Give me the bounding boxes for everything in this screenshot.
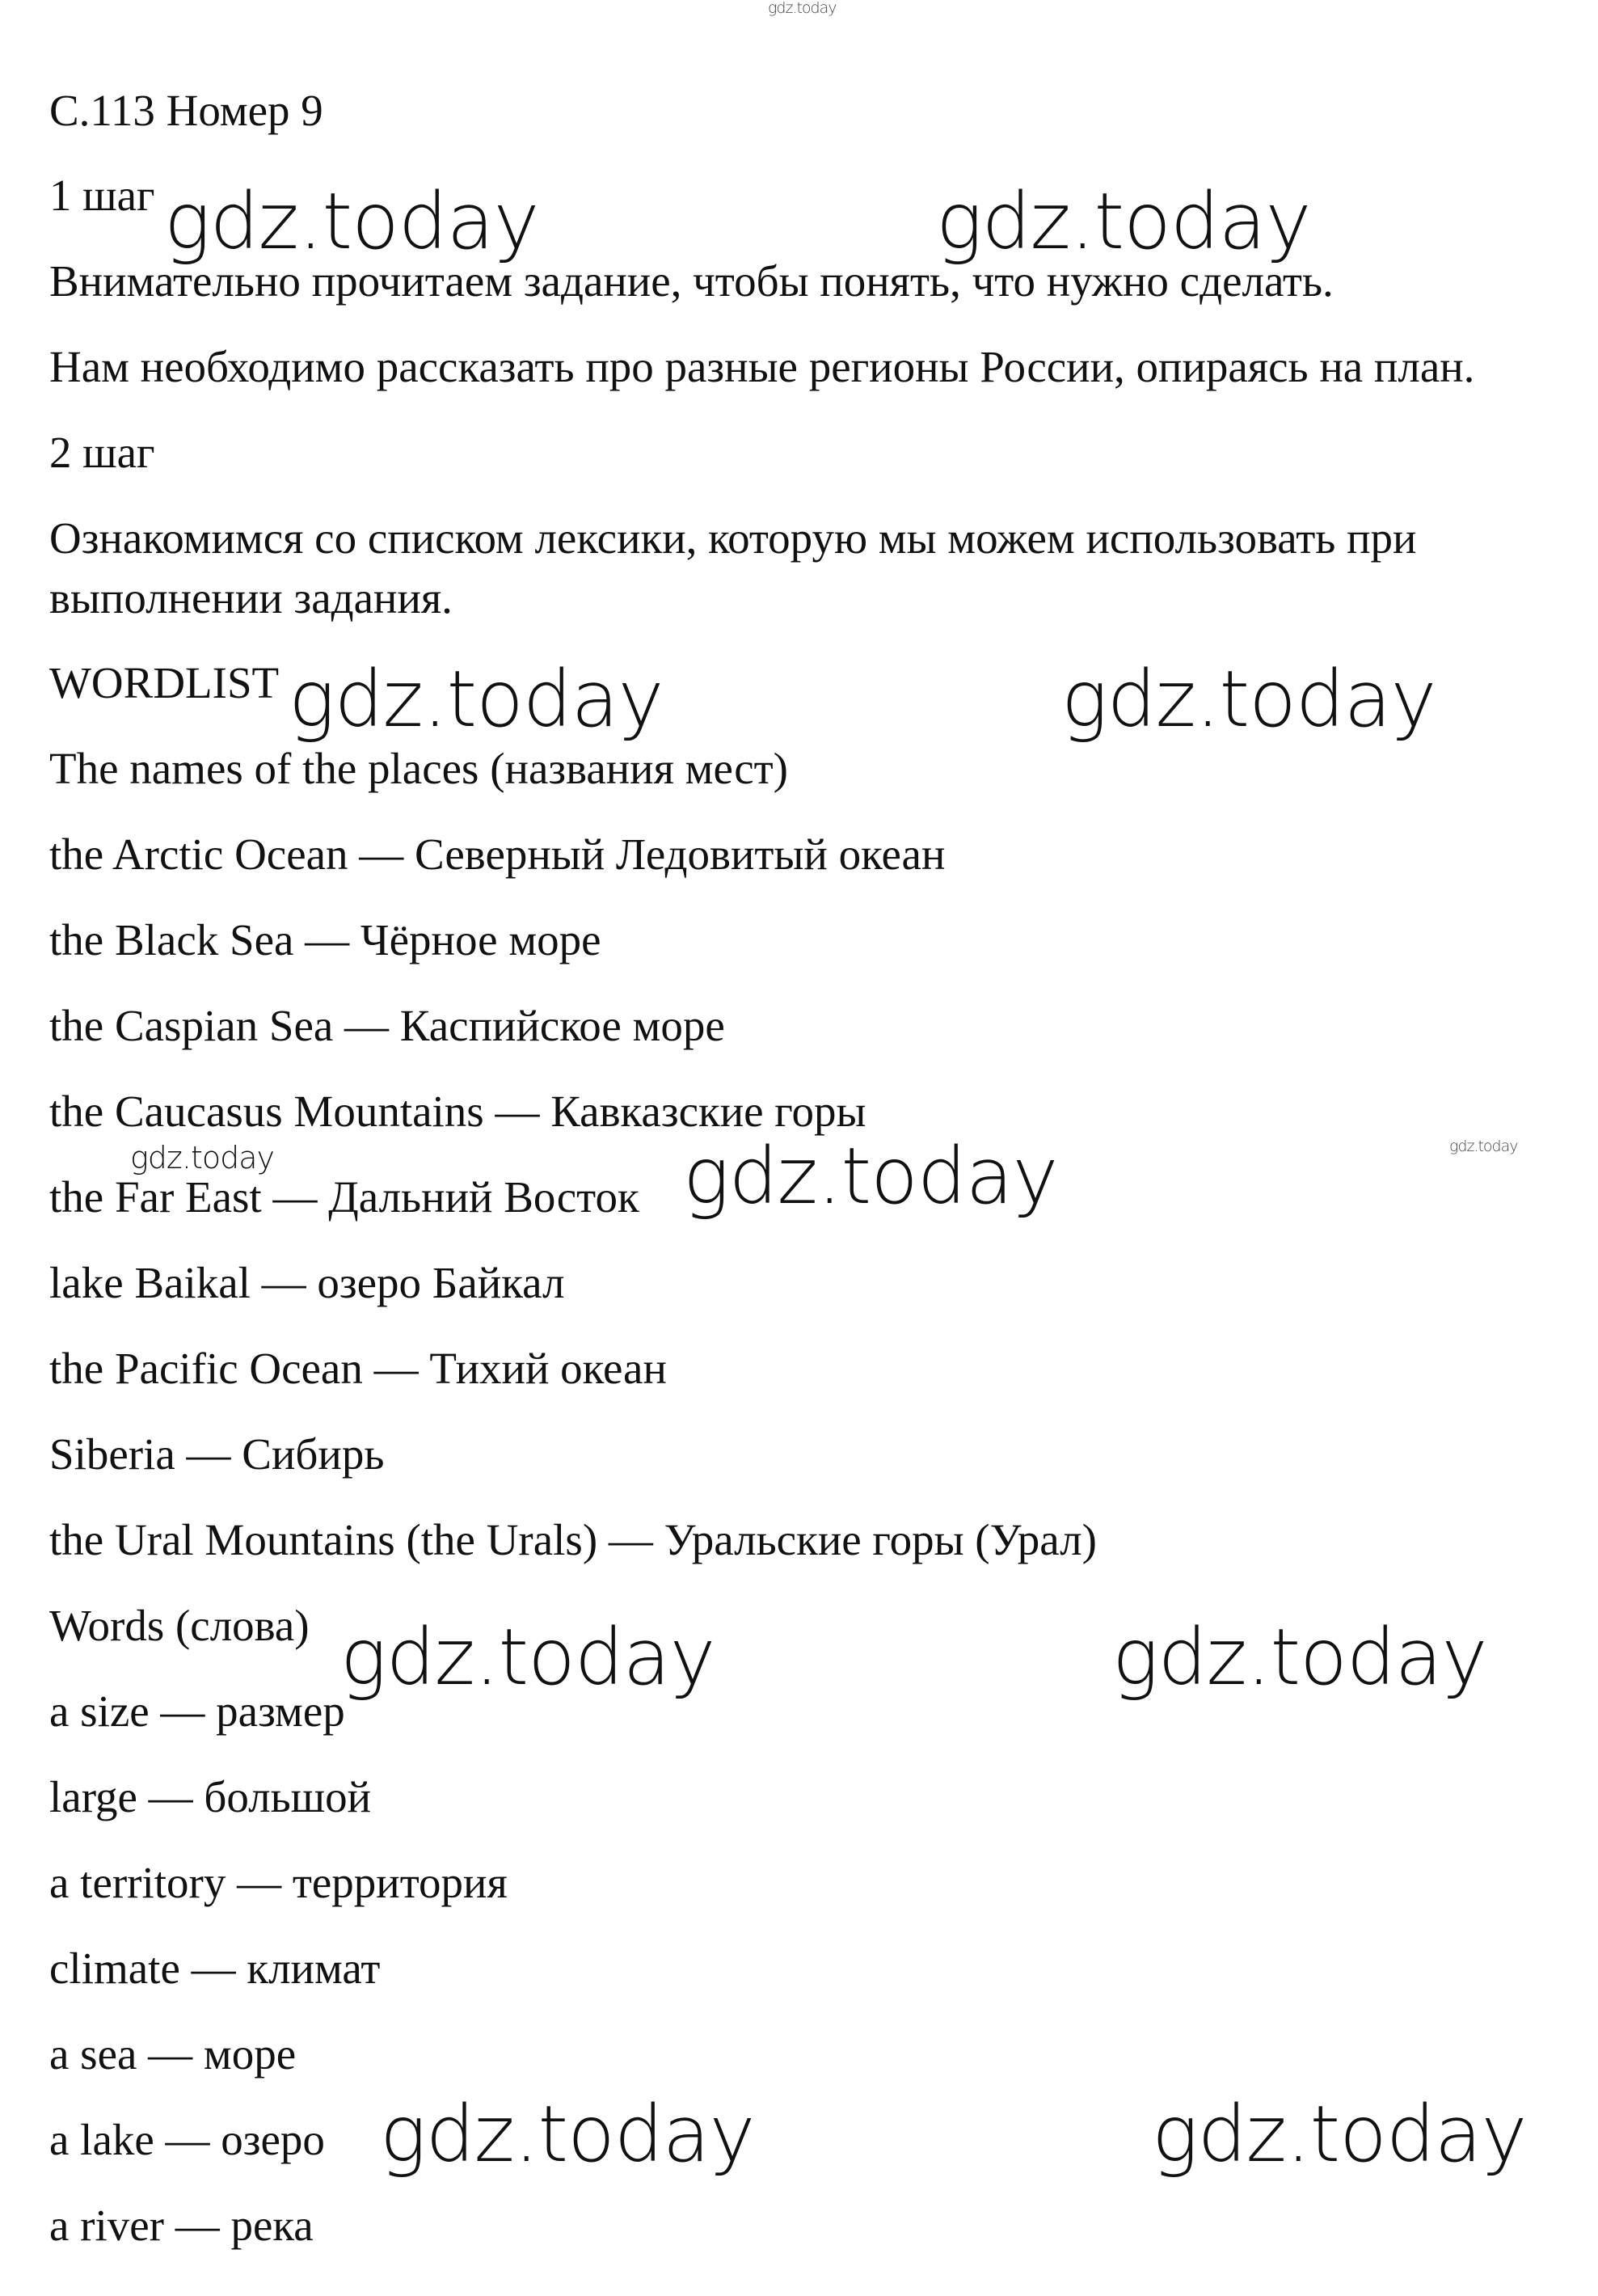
place-item: the Black Sea — Чёрное море bbox=[49, 915, 601, 964]
word-item: a size — размер bbox=[49, 1686, 345, 1736]
place-item: the Caspian Sea — Каспийское море bbox=[49, 1001, 725, 1050]
watermark-5: gdz.today bbox=[683, 1131, 1058, 1222]
step1-paragraph-2: Нам необходимо рассказать про разные регионы России, опираясь на план. bbox=[49, 342, 1475, 391]
watermark-4: gdz.today bbox=[1061, 654, 1436, 745]
place-item: the Pacific Ocean — Тихий океан bbox=[49, 1344, 667, 1393]
watermark-7: gdz.today bbox=[1112, 1612, 1487, 1703]
watermark-6: gdz.today bbox=[340, 1612, 715, 1703]
place-item: the Ural Mountains (the Urals) — Уральские горы (Урал) bbox=[49, 1515, 1097, 1564]
place-item: the Far East — Дальний Восток bbox=[49, 1172, 639, 1222]
watermark-small: gdz.today bbox=[130, 1140, 274, 1175]
place-item: the Caucasus Mountains — Кавказские горы bbox=[49, 1087, 866, 1136]
word-item: large — большой bbox=[49, 1772, 371, 1821]
word-item: a sea — море bbox=[49, 2029, 297, 2079]
word-item: a lake — озеро bbox=[49, 2115, 325, 2164]
wordlist-title: WORDLIST bbox=[49, 658, 280, 707]
word-item: climate — климат bbox=[49, 1944, 381, 1993]
step1-paragraph-1: Внимательно прочитаем задание, чтобы понять, что нужно сделать. bbox=[49, 256, 1334, 306]
words-heading: Words (слова) bbox=[49, 1601, 310, 1650]
step2-paragraph-line1: Ознакомимся со списком лексики, которую мы можем использовать при bbox=[49, 513, 1417, 563]
watermark-1: gdz.today bbox=[164, 176, 539, 267]
watermark-tiny-right: gdz.today bbox=[1449, 1137, 1518, 1155]
word-item: a territory — территория bbox=[49, 1858, 508, 1907]
watermark-2: gdz.today bbox=[936, 176, 1311, 267]
place-item: the Arctic Ocean — Северный Ледовитый океан bbox=[49, 829, 946, 879]
step1-label: 1 шаг bbox=[49, 171, 155, 220]
step2-label: 2 шаг bbox=[49, 428, 155, 477]
step2-paragraph-line2: выполнении задания. bbox=[49, 573, 453, 623]
watermark-9: gdz.today bbox=[1152, 2089, 1527, 2180]
watermark-tiny-top: gdz.today bbox=[768, 0, 837, 17]
word-item: a river — река bbox=[49, 2201, 314, 2250]
place-item: Siberia — Сибирь bbox=[49, 1429, 385, 1479]
watermark-3: gdz.today bbox=[289, 654, 664, 745]
place-item: lake Baikal — озеро Байкал bbox=[49, 1258, 565, 1307]
watermark-8: gdz.today bbox=[380, 2089, 755, 2180]
page-title: С.113 Номер 9 bbox=[49, 86, 323, 135]
places-heading: The names of the places (названия мест) bbox=[49, 744, 788, 793]
